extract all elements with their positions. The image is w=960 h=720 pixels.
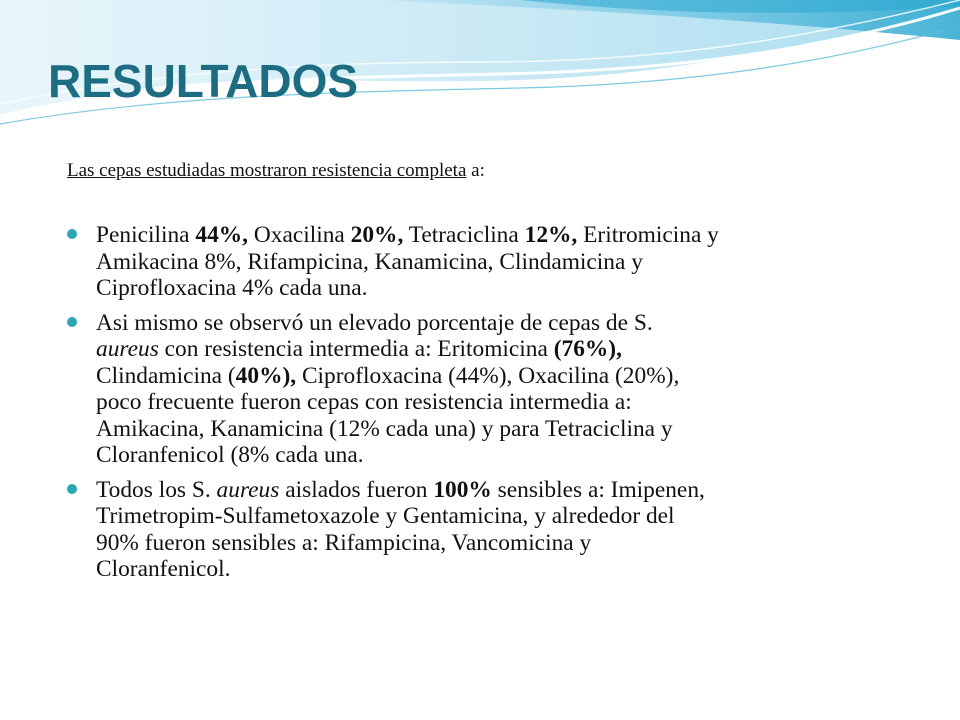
- bullet-text-run: 40%),: [235, 362, 297, 389]
- intro-underlined: Las cepas estudiadas mostraron resistencia completa: [67, 160, 467, 181]
- intro-rest: a:: [466, 160, 485, 181]
- bullet-text-run: Amikacina 8%, Rifampicina, Kanamicina, Clindamicina y: [96, 248, 643, 275]
- bullet-text-run: Amikacina, Kanamicina (12% cada una) y para Tetraciclina y: [96, 415, 673, 442]
- bullet-text-run: (76%),: [553, 336, 622, 362]
- bullet-dot-icon: [67, 484, 77, 494]
- bullet-item: [67, 222, 913, 302]
- bullet-text-run: con resistencia intermedia a: Eritomicina: [158, 336, 554, 362]
- bullet-text-run: 20%,: [350, 222, 404, 248]
- bullet-line: [96, 503, 913, 530]
- bullet-dot-icon: [67, 317, 77, 327]
- bullet-line: [96, 275, 913, 302]
- bullet-text-run: 44%,: [195, 222, 249, 248]
- bullet-line: [96, 416, 913, 443]
- bullet-text-run: Todos los S.: [96, 476, 217, 503]
- bullet-text-run: Eritromicina y: [577, 222, 719, 248]
- bullet-line: [96, 310, 913, 337]
- bullet-line: [96, 477, 913, 504]
- bullet-text-run: Oxacilina: [248, 222, 351, 248]
- slide-title: RESULTADOS: [48, 55, 359, 107]
- bullet-text-run: poco frecuente fueron cepas con resistencia intermedia a:: [96, 389, 632, 415]
- bullet-item: [67, 477, 913, 583]
- bullet-text-run: 90% fueron sensibles a: Rifampicina, Vancomicina y: [96, 529, 592, 556]
- bullet-line: [96, 336, 913, 363]
- bullet-line: [96, 442, 913, 469]
- bullet-line: [96, 363, 913, 390]
- bullet-text-run: Clindamicina (: [96, 362, 236, 389]
- bullet-line: [96, 530, 913, 557]
- bullet-text-run: Cloranfenicol.: [96, 556, 231, 582]
- bullet-text-run: Penicilina: [96, 222, 196, 248]
- bullet-text-run: sensibles a: Imipenen,: [491, 476, 705, 503]
- bullet-text-run: aureus: [96, 336, 159, 362]
- bullet-line: [96, 556, 913, 583]
- bullet-text-run: aureus: [216, 476, 280, 503]
- intro-text: [67, 159, 485, 183]
- bullet-text-run: Tetraciclina: [403, 222, 525, 248]
- bullet-text-run: Ciprofloxacina 4% cada una.: [96, 275, 368, 301]
- results-bullet-list: [67, 222, 913, 591]
- bullet-text-run: 12%,: [524, 222, 578, 248]
- bullet-item: [67, 310, 913, 469]
- bullet-dot-icon: [67, 229, 77, 239]
- bullet-text-run: Ciprofloxacina (44%), Oxacilina (20%),: [296, 362, 680, 389]
- bullet-line: [96, 389, 913, 416]
- bullet-text-run: Trimetropim-Sulfametoxazole y Gentamicina, y alrededor del: [96, 503, 675, 529]
- bullet-text-run: Cloranfenicol (8% cada una.: [96, 442, 364, 468]
- bullet-line: [96, 249, 913, 276]
- bullet-text-run: Asi mismo se observó un elevado porcentaje de cepas de S.: [96, 309, 653, 336]
- bullet-text-run: 100%: [433, 476, 492, 503]
- bullet-text-run: aislados fueron: [279, 476, 434, 503]
- bullet-line: [96, 222, 913, 249]
